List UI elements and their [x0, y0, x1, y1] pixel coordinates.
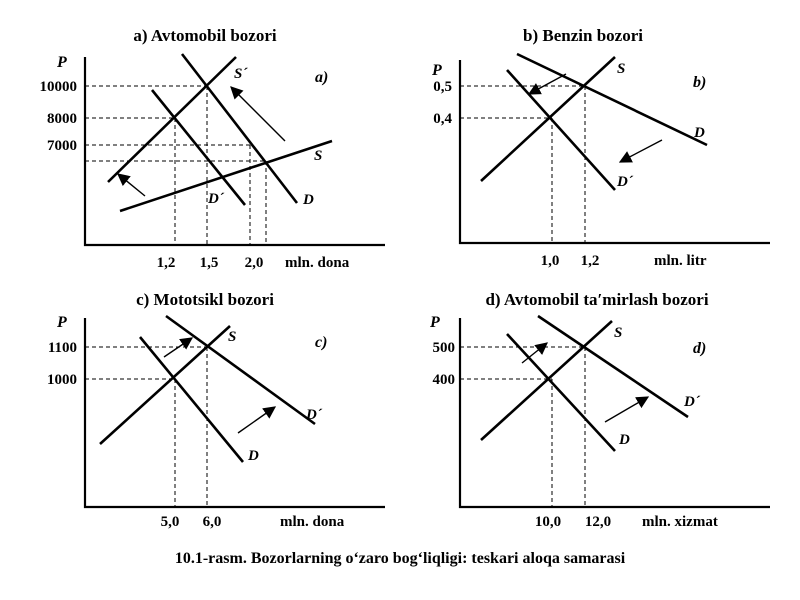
panel-b-shift-arrow-top [529, 74, 566, 94]
panel-c-label-s: S [228, 329, 237, 345]
panel-c-x-axis-label: mln. dona [280, 514, 345, 530]
panel-a-x-tick-1-5: 1,5 [199, 255, 219, 271]
panel-d-label-d-prime: D´ [684, 394, 700, 410]
panel-d-x-tick-12-0: 12,0 [584, 514, 612, 530]
panel-b-axes [460, 60, 770, 243]
panel-c-shift-arrow-bottom [238, 407, 275, 433]
panel-a-shift-arrow-supply [231, 87, 285, 141]
panel-c-y-tick-1000: 1000 [47, 372, 77, 388]
panel-b-y-tick-0-4: 0,4 [433, 111, 452, 127]
panel-d-label: d) [693, 340, 707, 357]
panel-d-y-tick-400: 400 [432, 372, 455, 388]
panel-c-y-axis-label: P [57, 314, 67, 331]
panel-b-label-d-prime: D´ [617, 174, 633, 190]
panel-a-shift-arrow-demand [118, 174, 145, 196]
panel-d-shift-arrow-bottom [605, 397, 648, 422]
panel-c-title: c) Mototsikl bozori [136, 290, 274, 309]
panel-b [431, 26, 770, 269]
panel-a-demand-curve-d-prime [152, 90, 245, 205]
panel-c-label: c) [315, 334, 328, 351]
panel-b-label-s: S [617, 61, 626, 77]
panel-a-y-tick-7000: 7000 [47, 138, 77, 154]
panel-d-axes [460, 318, 770, 507]
panel-c-supply-curve-s [100, 326, 230, 444]
panel-a-label-d: D [303, 192, 314, 208]
figure-caption: 10.1-rasm. Bozorlarning o‘zaro bog‘liqligi: teskari aloqa samarasi [174, 550, 626, 567]
panel-b-y-tick-0-5: 0,5 [433, 79, 452, 95]
panel-b-label-d: D [694, 125, 705, 141]
panel-d [429, 290, 770, 530]
panel-d-y-tick-500: 500 [432, 340, 455, 356]
panel-c-axes [85, 318, 385, 507]
panel-a-x-tick-1-2: 1,2 [156, 255, 176, 271]
panel-c-shift-arrow-top [164, 338, 192, 357]
panel-a-y-axis-label: P [57, 54, 67, 71]
panel-d-label-d: D [619, 432, 630, 448]
panel-a [40, 26, 386, 271]
panel-a-supply-curve-s [120, 141, 332, 211]
panel-c-y-tick-1100: 1100 [47, 340, 77, 356]
panel-d-y-axis-label: P [430, 314, 440, 331]
panel-a-label-s: S [314, 148, 323, 164]
panel-a-label-d-prime: D´ [208, 191, 224, 207]
panel-b-demand-curve-d [517, 54, 707, 145]
panel-d-demand-curve-d [507, 334, 615, 451]
panel-d-x-tick-10-0: 10,0 [534, 514, 562, 530]
panel-b-supply-curve-s [481, 57, 615, 181]
panel-a-supply-curve-s-prime [108, 57, 236, 182]
panel-d-label-s: S [614, 325, 623, 341]
panel-c-label-d: D [248, 448, 259, 464]
panel-b-x-tick-1-0: 1,0 [540, 253, 560, 269]
panel-a-axes [85, 57, 385, 245]
panel-b-x-tick-1-2: 1,2 [580, 253, 600, 269]
panel-d-x-axis-label: mln. xizmat [642, 514, 718, 530]
panel-b-y-axis-label: P [432, 62, 442, 79]
panel-b-shift-arrow-bottom [620, 140, 662, 162]
panel-c-x-tick-6-0: 6,0 [202, 514, 222, 530]
panel-d-supply-curve-s [481, 321, 612, 440]
panel-a-title: a) Avtomobil bozori [133, 26, 277, 45]
panel-a-label-s-prime: S´ [234, 66, 248, 82]
panel-a-x-tick-2-0: 2,0 [244, 255, 264, 271]
panel-c-label-d-prime: D´ [306, 407, 322, 423]
panel-d-title: d) Avtomobil ta′mirlash bozori [485, 290, 709, 309]
panel-b-x-axis-label: mln. litr [654, 253, 707, 269]
panel-c-demand-curve-d-prime [166, 316, 315, 424]
panel-b-label: b) [693, 74, 707, 91]
panel-a-y-tick-10000: 10000 [39, 79, 77, 95]
panel-c-x-tick-5-0: 5,0 [160, 514, 180, 530]
panel-b-title: b) Benzin bozori [523, 26, 643, 45]
panel-a-x-axis-label: mln. dona [285, 255, 350, 271]
panel-b-demand-curve-d-prime [507, 70, 615, 190]
panel-c [47, 290, 385, 530]
panel-c-demand-curve-d [140, 337, 243, 462]
panel-a-y-tick-8000: 8000 [47, 111, 77, 127]
panel-a-label: a) [315, 69, 329, 86]
